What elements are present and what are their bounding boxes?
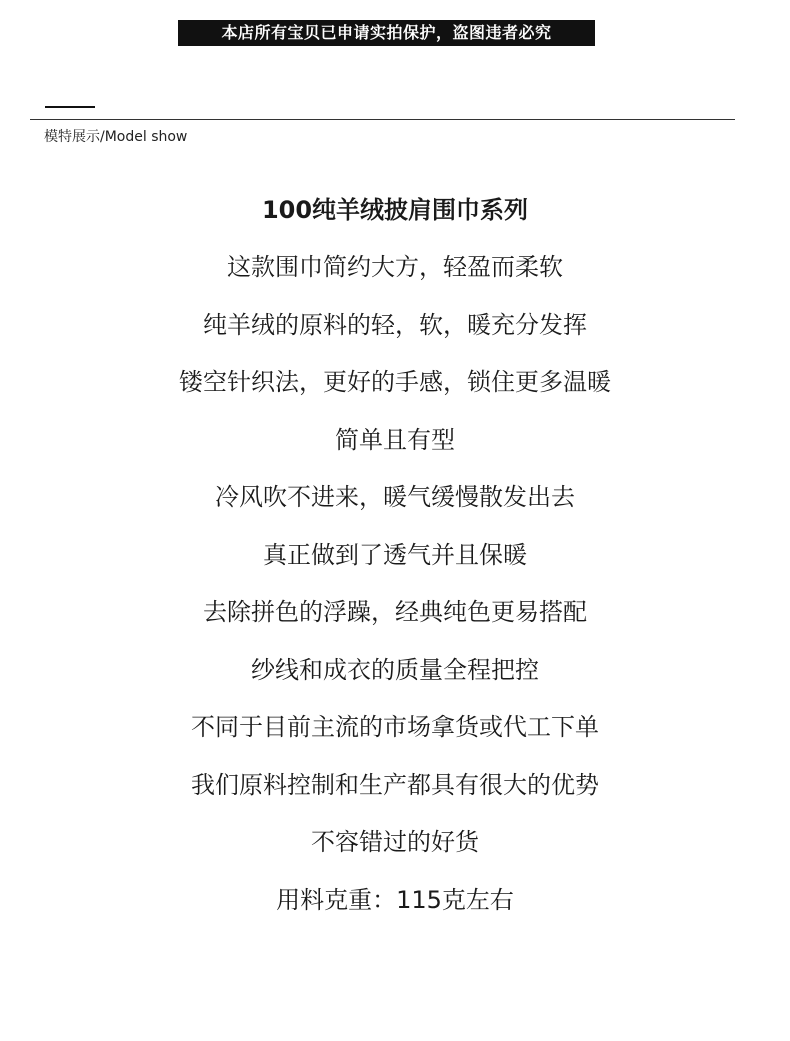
- description-line: 冷风吹不进来，暖气缓慢散发出去: [215, 483, 575, 511]
- product-title: 100纯羊绒披肩围巾系列: [261, 196, 529, 224]
- section-divider: [30, 119, 735, 120]
- description-line: 不容错过的好货: [311, 828, 479, 856]
- section-heading: 模特展示/Model show: [44, 129, 188, 145]
- description-line: 不同于目前主流的市场拿货或代工下单: [191, 713, 599, 741]
- copyright-notice-banner: 本店所有宝贝已申请实拍保护，盗图违者必究: [178, 20, 595, 46]
- description-line: 这款围巾简约大方，轻盈而柔软: [227, 253, 563, 281]
- description-line: 我们原料控制和生产都具有很大的优势: [191, 770, 599, 799]
- description-line: 镂空针织法，更好的手感，锁住更多温暖: [179, 368, 611, 396]
- product-description: [0, 182, 790, 929]
- description-line: 纯羊绒的原料的轻，软，暖充分发挥: [203, 310, 587, 339]
- description-line: 简单且有型: [335, 425, 455, 454]
- product-weight: 用料克重：115克左右: [276, 885, 514, 914]
- section-accent-bar: [45, 106, 95, 108]
- description-line: 纱线和成衣的质量全程把控: [251, 655, 539, 684]
- description-line: 去除拼色的浮躁，经典纯色更易搭配: [203, 598, 587, 626]
- description-line: 真正做到了透气并且保暖: [263, 540, 527, 569]
